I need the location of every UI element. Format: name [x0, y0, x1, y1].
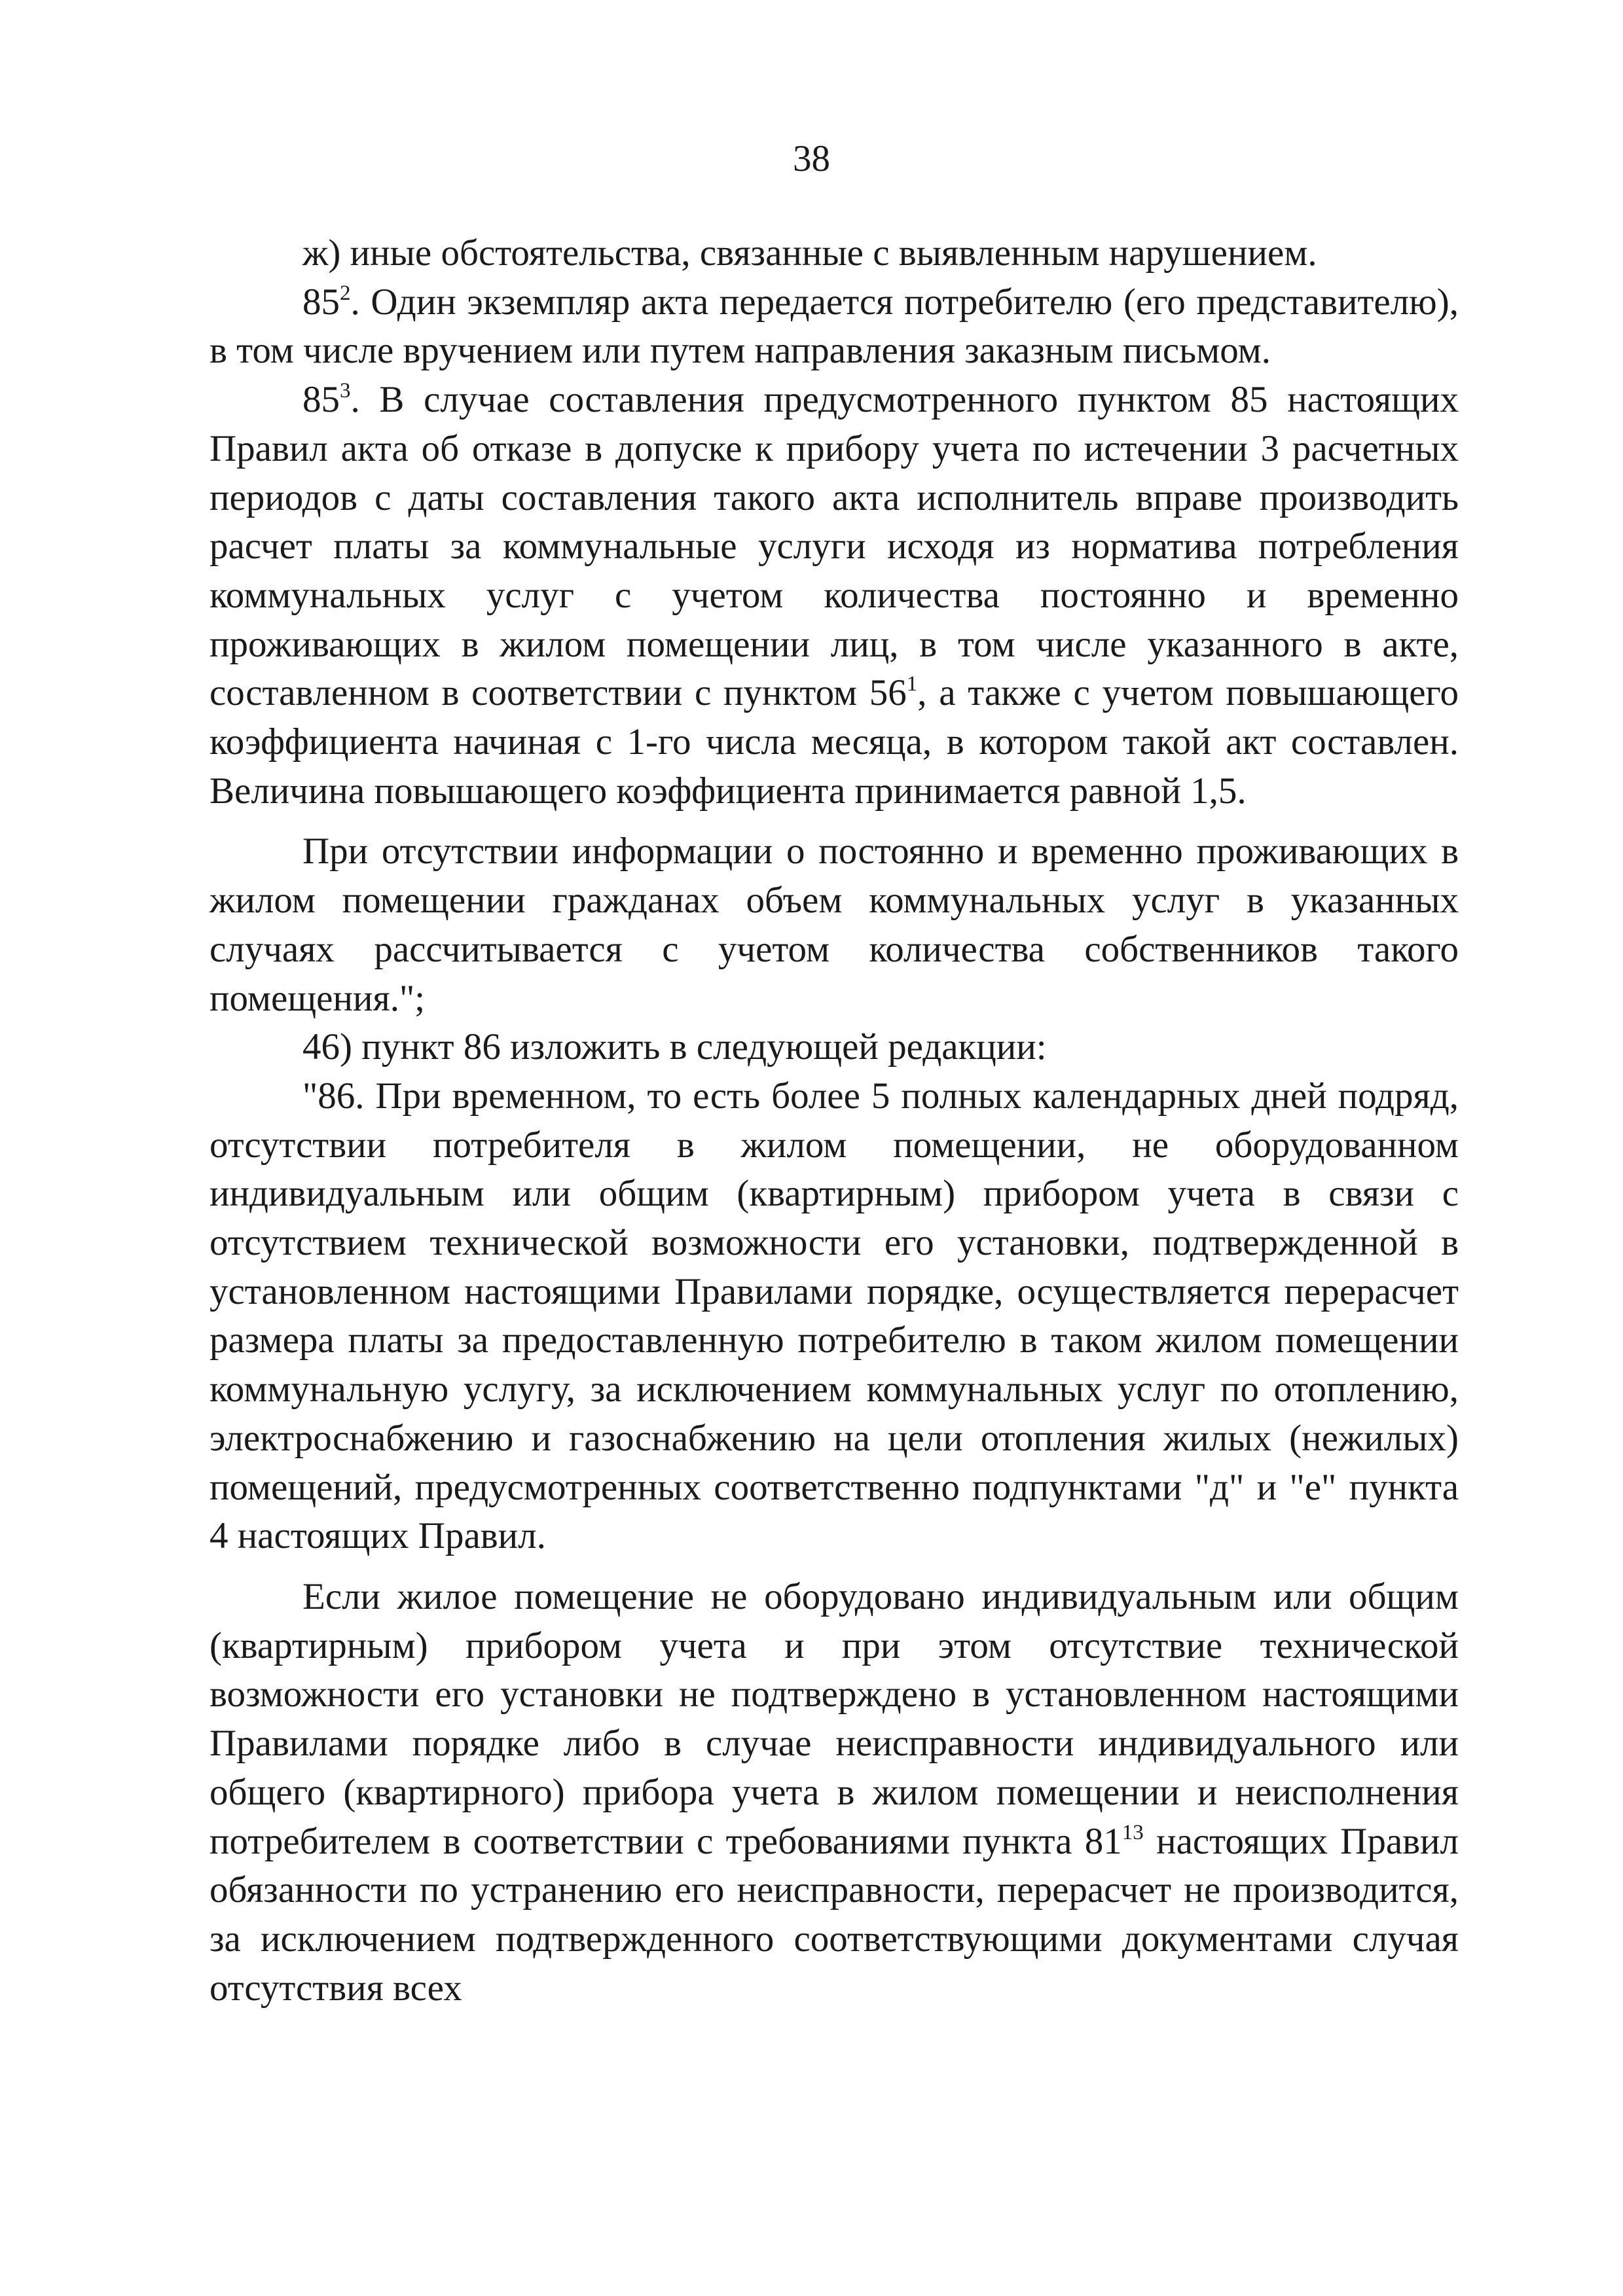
reference-superscript: 1 [906, 672, 918, 696]
paragraph-no-meter [210, 1573, 1459, 2013]
paragraph-text-continued: , а также с учетом повышающего коэффициента начиная с 1-го числа месяца, в котором такой акт составлен. Величина повышающего коэффициента принимается равной 1,5. [210, 672, 1459, 812]
paragraph-text: Если жилое помещение не оборудовано индивидуальным или общим (квартирным) прибором учета и при этом отсутствие технической возможности его установки не подтверждено в установленном настоящими Правилами порядке либо в случае неисправности индивидуального или общего (квартирного) прибора учета в жилом помещении и неисполнения потребителем в соответствии с требованиями пункта 81 [210, 1575, 1459, 1862]
paragraph-85-2 [210, 278, 1459, 376]
paragraph-text: ж) иные обстоятельства, связанные с выявленным нарушением. [302, 232, 1317, 274]
clause-superscript: 2 [340, 281, 351, 305]
clause-number: 85 [302, 379, 340, 421]
paragraph-86 [210, 1072, 1459, 1561]
paragraph-text: "86. При временном, то есть более 5 полных календарных дней подряд, отсутствии потребителя в жилом помещении, не оборудованном индивидуальным или общим (квартирным) прибором учета в связи с отсутствием технической возможности его установки, подтвержденной в установленном настоящими Правилами порядке, осуществляется перерасчет размера платы за предоставленную потребителю в таком жилом помещении коммунальную услугу, за исключением коммунальных услуг по отоплению, электроснабжению и газоснабжению на цели отопления жилых (нежилых) помещений, предусмотренных соответственно подпунктами "д" и "е" пункта 4 настоящих Правил. [210, 1075, 1459, 1557]
paragraph-no-info [210, 827, 1459, 1023]
paragraph-text-continued: настоящих Правил обязанности по устранению его неисправности, перерасчет не производится, за исключением подтвержденного соответствующими документами случая отсутствия всех [210, 1820, 1459, 2009]
paragraph-item-46 [210, 1023, 1459, 1072]
paragraph-text: . В случае составления предусмотренного пунктом 85 настоящих Правил акта об отказе в допуске к прибору учета по истечении 3 расчетных периодов с даты составления такого акта исполнитель вправе производить расчет платы за коммунальные услуги исходя из норматива потребления коммунальных услуг с учетом количества постоянно и временно проживающих в жилом помещении лиц, в том числе указанного в акте, составленном в соответствии с пунктом 56 [210, 379, 1459, 714]
paragraph-85-3 [210, 376, 1459, 816]
paragraph-text: При отсутствии информации о постоянно и временно проживающих в жилом помещении гражданах объем коммунальных услуг в указанных случаях рассчитывается с учетом количества собственников такого помещения."; [210, 831, 1459, 1019]
paragraph-item-zh [210, 229, 1459, 278]
reference-superscript: 13 [1122, 1820, 1144, 1844]
document-body [210, 229, 1459, 2013]
paragraph-text: 46) пункт 86 изложить в следующей редакции: [302, 1026, 1047, 1068]
page-number: 38 [793, 138, 830, 179]
paragraph-text: . Один экземпляр акта передается потребителю (его представителю), в том числе вручением или путем направления заказным письмом. [210, 281, 1459, 372]
clause-number: 85 [302, 281, 340, 323]
clause-superscript: 3 [340, 379, 351, 403]
